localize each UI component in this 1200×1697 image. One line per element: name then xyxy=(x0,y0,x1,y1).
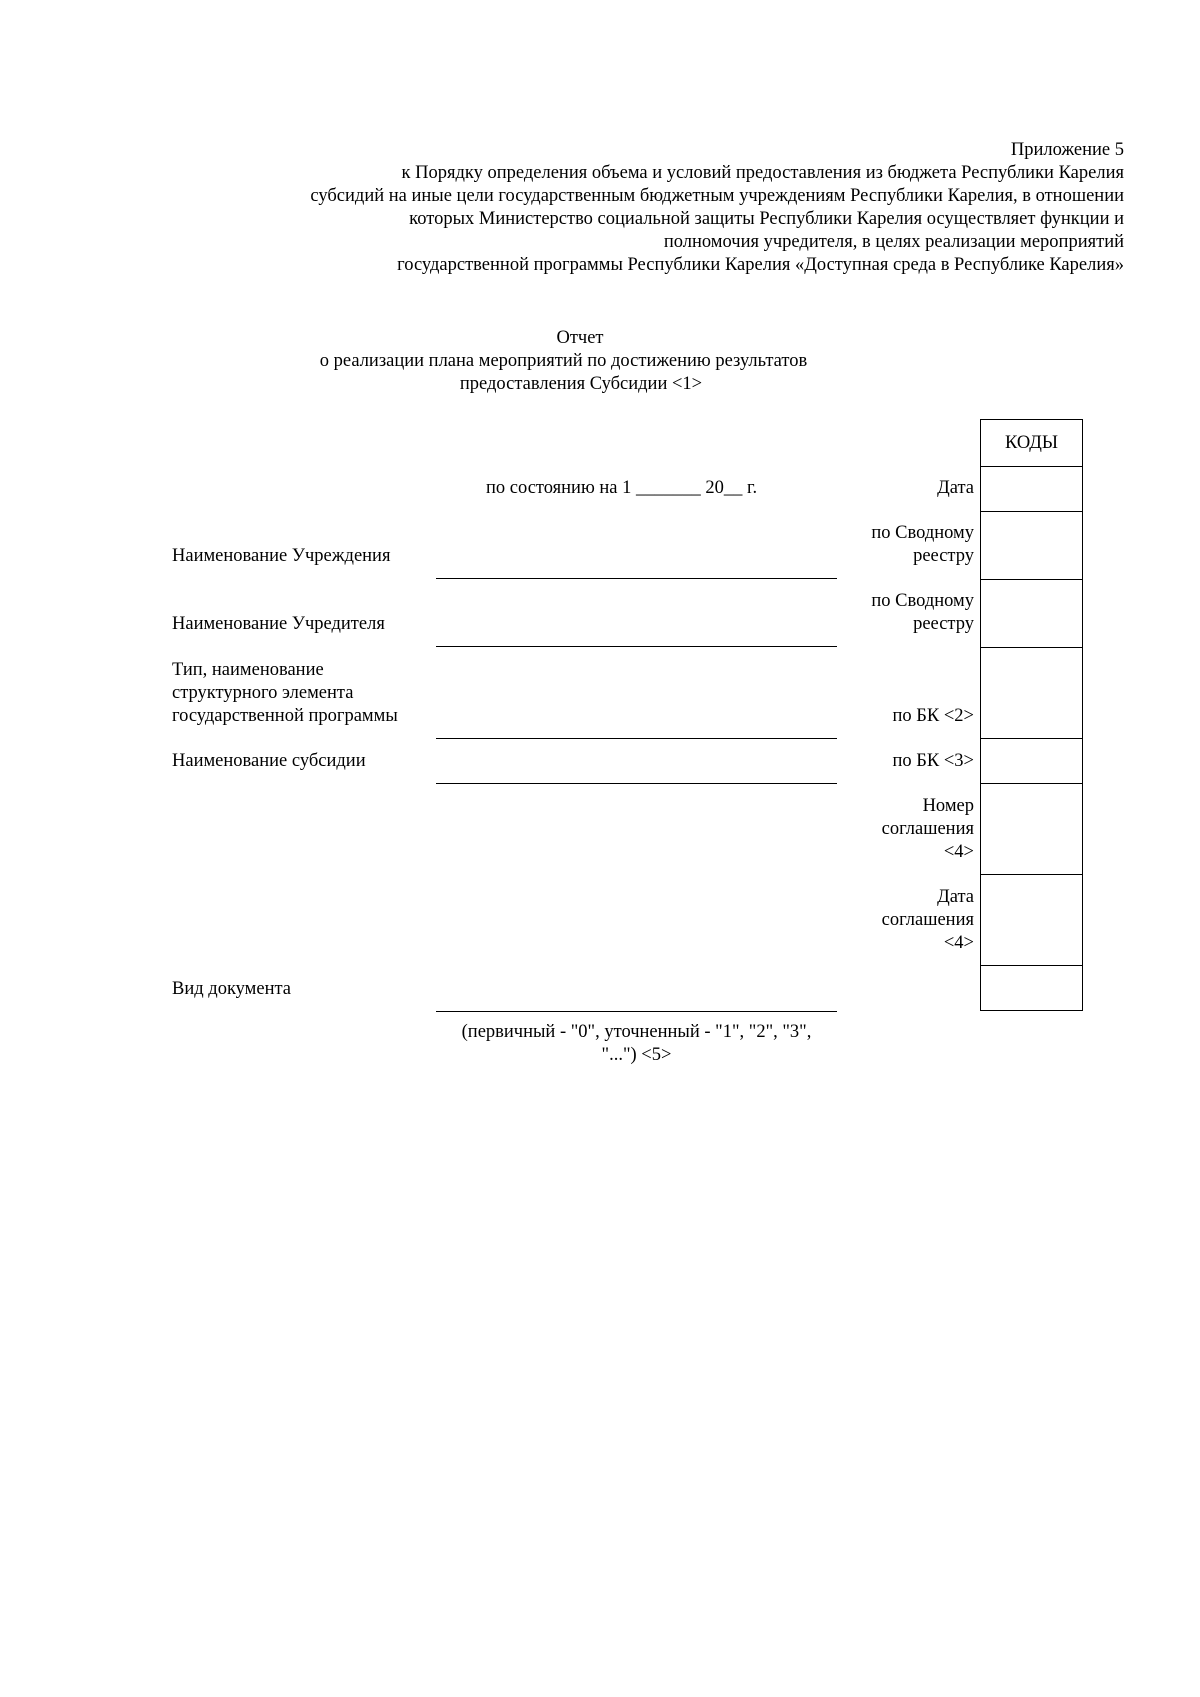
doc-type-note-line-1: (первичный - "0", уточненный - "1", "2", "3", xyxy=(461,1022,812,1042)
label-bk-3: по БК <3> xyxy=(892,751,974,771)
label-registry-founder-1: по Сводному xyxy=(871,591,974,611)
label-subsidy: Наименование субсидии xyxy=(172,751,366,771)
appendix-line: полномочия учредителя, в целях реализации мероприятий xyxy=(663,232,1124,252)
label-registry-institution-2: реестру xyxy=(913,546,974,566)
label-date: Дата xyxy=(937,478,974,498)
founder-field[interactable] xyxy=(436,646,837,647)
label-agreement-date-3: <4> xyxy=(943,933,974,953)
label-registry-institution-1: по Сводному xyxy=(871,523,974,543)
code-cell-date[interactable] xyxy=(981,466,1082,511)
appendix-line: к Порядку определения объема и условий предоставления из бюджета Республики Карелия xyxy=(401,163,1124,183)
title-line-2: о реализации плана мероприятий по достижению результатов xyxy=(319,351,808,371)
codes-header: КОДЫ xyxy=(1004,432,1059,453)
label-agreement-number-2: соглашения xyxy=(881,819,974,839)
as-of-date: по состоянию на 1 _______ 20__ г. xyxy=(486,478,758,498)
appendix-line: которых Министерство социальной защиты Республики Карелия осуществляет функции и xyxy=(409,209,1124,229)
label-doc-type: Вид документа xyxy=(172,979,292,999)
appendix-header xyxy=(124,139,1124,277)
report-title xyxy=(300,327,860,396)
code-cell-bk-subsidy[interactable] xyxy=(981,738,1082,783)
code-cell-registry-founder[interactable] xyxy=(981,579,1082,647)
code-cell-doc-type[interactable] xyxy=(981,965,1082,1010)
title-line-1: Отчет xyxy=(556,328,604,348)
label-agreement-number-3: <4> xyxy=(943,842,974,862)
label-bk-2: по БК <2> xyxy=(892,706,974,726)
label-institution: Наименование Учреждения xyxy=(172,546,391,566)
label-agreement-date-1: Дата xyxy=(937,887,974,907)
code-cell-registry-institution[interactable] xyxy=(981,511,1082,579)
code-cell-bk-program[interactable] xyxy=(981,647,1082,738)
doc-type-field[interactable] xyxy=(436,1011,837,1012)
doc-type-note-line-2: "...") <5> xyxy=(601,1045,672,1065)
label-registry-founder-2: реестру xyxy=(913,614,974,634)
title-line-3: предоставления Субсидии <1> xyxy=(459,374,703,394)
institution-field[interactable] xyxy=(436,578,837,579)
label-agreement-date-2: соглашения xyxy=(881,910,974,930)
code-cell-agreement-date[interactable] xyxy=(981,874,1082,965)
code-cell-agreement-number[interactable] xyxy=(981,783,1082,874)
label-founder: Наименование Учредителя xyxy=(172,614,385,634)
subsidy-field[interactable] xyxy=(436,783,837,784)
codes-table xyxy=(980,419,1083,1011)
appendix-line: субсидий на иные цели государственным бюджетным учреждениям Республики Карелия, в отношении xyxy=(310,186,1124,206)
appendix-line: Приложение 5 xyxy=(1010,140,1124,160)
label-program-1: Тип, наименование xyxy=(172,660,324,680)
label-agreement-number-1: Номер xyxy=(922,796,974,816)
label-program-3: государственной программы xyxy=(172,706,398,726)
program-field[interactable] xyxy=(436,738,837,739)
appendix-line: государственной программы Республики Карелия «Доступная среда в Республике Карелия» xyxy=(397,255,1124,275)
label-program-2: структурного элемента xyxy=(172,683,354,703)
doc-type-note xyxy=(436,1021,837,1067)
